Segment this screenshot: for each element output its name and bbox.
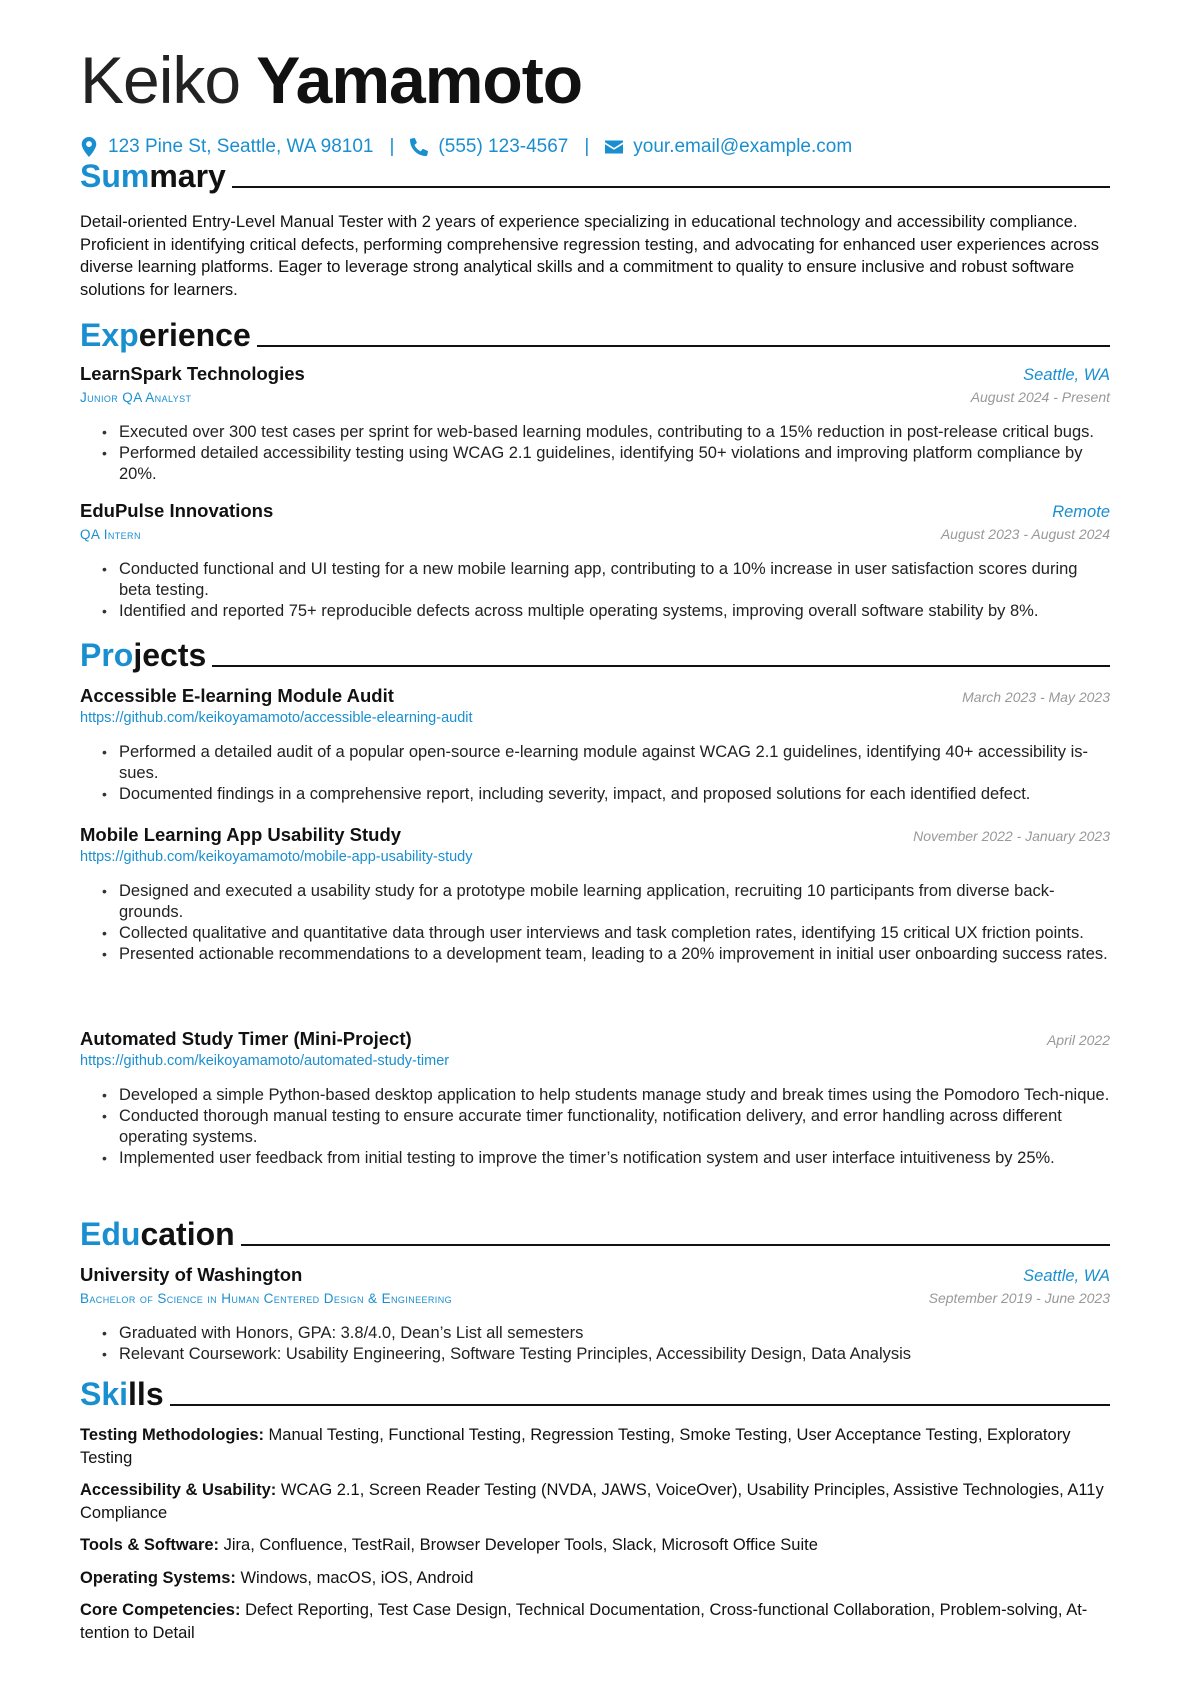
address-text: 123 Pine St, Seattle, WA 98101 xyxy=(108,136,374,157)
first-name: Keiko xyxy=(80,43,241,117)
education-heading xyxy=(80,1212,1110,1252)
section-title: Projects xyxy=(80,637,207,673)
project-link[interactable]: https://github.com/keikoyamamoto/accessible-elearning-audit xyxy=(80,710,473,726)
section-title: Skills xyxy=(80,1376,164,1412)
list-item: • Performed detailed accessibility testing using WCAG 2.1 guidelines, identifying 50+ violations and improving platform compliance by 20%. xyxy=(102,443,1110,485)
project-entry xyxy=(80,684,1110,805)
experience-entry xyxy=(80,362,1110,485)
list-item: • Identified and reported 75+ reproducible defects across multiple operating systems, improving overall software stability by 8%. xyxy=(102,601,1110,622)
skill-value: Manual Testing, Functional Testing, Regression Testing, Smoke Testing, User Acceptance Testing, Exploratory Testing xyxy=(80,1426,1071,1467)
skill-label: Core Competencies: xyxy=(80,1601,241,1619)
skill-label: Tools & Software: xyxy=(80,1536,220,1554)
skill-label: Testing Methodologies: xyxy=(80,1426,264,1444)
section-title: Summary xyxy=(80,158,226,194)
candidate-name xyxy=(80,40,582,120)
contact-separator: | xyxy=(389,136,395,157)
skill-label: Operating Systems: xyxy=(80,1568,236,1587)
list-item: • Performed a detailed audit of a popular open-source e-learning module against WCAG 2.1 guidelines, identifying 40+ accessibility is-sues. xyxy=(102,742,1110,784)
job-dates: August 2024 - Present xyxy=(970,389,1110,405)
list-item: • Executed over 300 test cases per sprint for web-based learning modules, contributing to a 15% reduction in post-release critical bugs. xyxy=(102,422,1110,443)
company-name: EduPulse Innovations xyxy=(80,500,274,521)
skill-value: WCAG 2.1, Screen Reader Testing (NVDA, JAWS, VoiceOver), Usability Principles, Assistive Technologies, A11y Compliance xyxy=(80,1481,1104,1522)
list-item: • Designed and executed a usability study for a prototype mobile learning application, recruiting 10 participants from diverse back-grounds. xyxy=(102,881,1110,923)
job-title: Junior QA Analyst xyxy=(80,390,192,405)
skill-row xyxy=(80,1599,1110,1644)
summary-heading xyxy=(80,154,1110,194)
bullet-list xyxy=(80,1323,1110,1365)
list-item: • Relevant Coursework: Usability Engineering, Software Testing Principles, Accessibility Design, Data Analysis xyxy=(102,1344,1110,1365)
bullet-list xyxy=(80,422,1110,485)
experience-heading xyxy=(80,313,1110,353)
last-name: Yamamoto xyxy=(256,43,583,117)
bullet-list xyxy=(80,559,1110,622)
job-dates: August 2023 - August 2024 xyxy=(940,526,1110,542)
section-rule xyxy=(232,186,1110,188)
skill-value: Windows, macOS, iOS, Android xyxy=(240,1568,474,1587)
project-link[interactable]: https://github.com/keikoyamamoto/mobile-app-usability-study xyxy=(80,849,473,865)
job-location: Seattle, WA xyxy=(1023,366,1110,384)
degree-title: Bachelor of Science in Human Centered Design & Engineering xyxy=(80,1291,453,1306)
project-name: Automated Study Timer (Mini-Project) xyxy=(80,1028,412,1049)
education-dates: September 2019 - June 2023 xyxy=(928,1290,1110,1306)
skills-heading xyxy=(80,1372,1110,1412)
contact-separator: | xyxy=(584,136,590,157)
section-title: Experience xyxy=(80,317,251,353)
list-item: • Graduated with Honors, GPA: 3.8/4.0, Dean’s List all semesters xyxy=(102,1323,1110,1344)
email-text: your.email@example.com xyxy=(633,136,853,157)
skill-row xyxy=(80,1479,1110,1524)
list-item: • Conducted functional and UI testing for a new mobile learning app, contributing to a 10% increase in user satisfaction scores during beta testing. xyxy=(102,559,1110,601)
project-dates: March 2023 - May 2023 xyxy=(962,689,1110,705)
project-name: Accessible E-learning Module Audit xyxy=(80,685,394,706)
list-item: • Collected qualitative and quantitative data through user interviews and task completion rates, identifying 15 critical UX friction points. xyxy=(102,923,1110,944)
list-item: • Presented actionable recommendations to a development team, leading to a 20% improvement in initial user onboarding success rates. xyxy=(102,944,1110,965)
section-rule xyxy=(170,1404,1110,1406)
project-entry xyxy=(80,823,1110,965)
list-item: • Documented findings in a comprehensive report, including severity, impact, and proposed solutions for each identified defect. xyxy=(102,784,1110,805)
skill-value: Jira, Confluence, TestRail, Browser Developer Tools, Slack, Microsoft Office Suite xyxy=(223,1536,818,1554)
project-dates: April 2022 xyxy=(1046,1032,1110,1048)
skill-value: Defect Reporting, Test Case Design, Technical Documentation, Cross-functional Collaboration, Problem-solving, At-tention to Detail xyxy=(80,1601,1088,1642)
school-name: University of Washington xyxy=(80,1264,303,1285)
section-rule xyxy=(241,1244,1110,1246)
job-location: Remote xyxy=(1052,503,1110,521)
skill-row xyxy=(80,1534,1110,1557)
list-item: • Implemented user feedback from initial testing to improve the timer’s notification system and user interface intuitiveness by 25%. xyxy=(102,1148,1110,1169)
section-title: Education xyxy=(80,1216,235,1252)
project-name: Mobile Learning App Usability Study xyxy=(80,824,402,845)
section-rule xyxy=(257,345,1110,347)
bullet-list xyxy=(80,1085,1110,1169)
skill-label: Accessibility & Usability: xyxy=(80,1481,277,1499)
project-link[interactable]: https://github.com/keikoyamamoto/automated-study-timer xyxy=(80,1053,450,1069)
skill-row xyxy=(80,1424,1110,1469)
job-title: QA Intern xyxy=(80,527,141,542)
list-item: • Conducted thorough manual testing to ensure accurate timer functionality, notification delivery, and error handling across different operating systems. xyxy=(102,1106,1110,1148)
experience-entry xyxy=(80,499,1110,622)
summary-text: Detail-oriented Entry-Level Manual Tester with 2 years of experience specializing in educational technology and accessibility compliance. Proficient in identifying critical defects, performing comprehensive regression testing, and advocating for enhanced user experiences across diverse learning platforms. Eager to leverage strong analytical skills and a commitment to quality to ensure inclusive and robust software solutions for learners. xyxy=(80,213,1099,299)
list-item: • Developed a simple Python-based desktop application to help students manage study and break times using the Pomodoro Tech-nique. xyxy=(102,1085,1110,1106)
school-location: Seattle, WA xyxy=(1023,1267,1110,1285)
skill-row xyxy=(80,1567,1110,1590)
skills-list xyxy=(80,1424,1110,1654)
phone-text: (555) 123-4567 xyxy=(438,136,569,157)
projects-heading xyxy=(80,633,1110,673)
project-entry xyxy=(80,1027,1110,1169)
education-entry xyxy=(80,1263,1110,1365)
bullet-list xyxy=(80,881,1110,965)
project-dates: November 2022 - January 2023 xyxy=(913,828,1110,844)
section-rule xyxy=(212,665,1110,667)
bullet-list xyxy=(80,742,1110,805)
company-name: LearnSpark Technologies xyxy=(80,363,305,384)
